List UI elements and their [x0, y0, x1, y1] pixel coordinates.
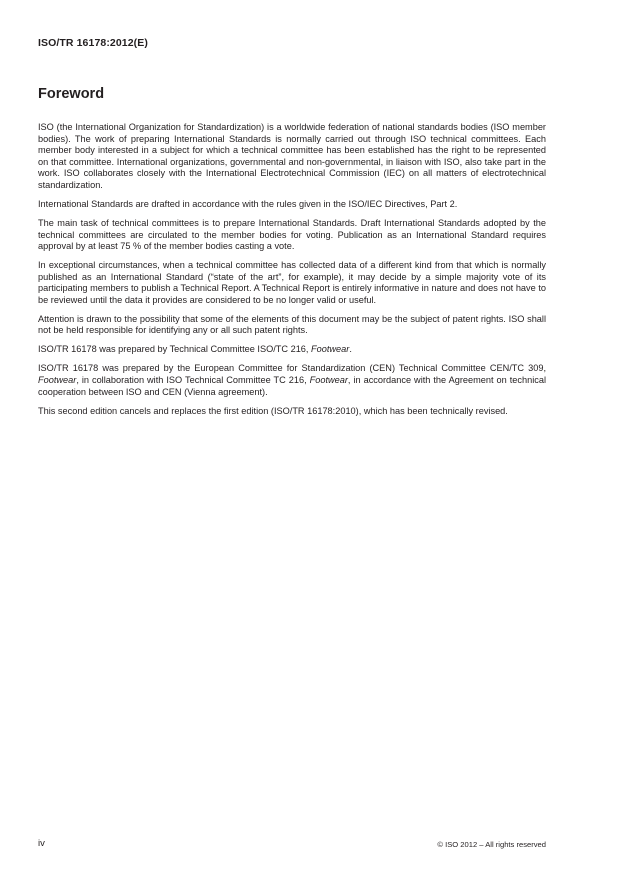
paragraph-main-task: The main task of technical committees is to prepare International Standards. Draft International Standards adopted by the technical committees are circulated to the member bodies for voting. Publication as an International Standard requires approval by at least 75 % of the member bodies casting a vote. [38, 217, 546, 252]
paragraph-cen-collaboration [38, 363, 546, 398]
paragraph-prepared-by [38, 344, 546, 356]
page-title: Foreword [38, 86, 105, 102]
foreword-body [38, 122, 546, 425]
paragraph-directives: International Standards are drafted in accordance with the rules given in the ISO/IEC Directives, Part 2. [38, 198, 458, 209]
iso-committee-footwear: Footwear [309, 375, 348, 386]
paragraph-exceptional-circumstances: In exceptional circumstances, when a technical committee has collected data of a different kind from that which is normally published as an International Standard (“state of the art”, for example), it may decide by a simple majority vote of its participating members to publish a Technical Report. A Technical Report is entirely informative in nature and does not have to be reviewed until the data it provides are considered to be no longer valid or useful. [38, 260, 546, 305]
prepared-by-text: ISO/TR 16178 was prepared by Technical Committee ISO/TC 216, [38, 344, 312, 355]
cen-text-b: , in collaboration with ISO Technical Committee TC 216, [76, 375, 310, 386]
page-number: iv [38, 838, 45, 849]
cen-text-c: , in accordance with the Agreement on technical cooperation between ISO and CEN (Vienna agreement). [38, 375, 546, 397]
cen-text-a: ISO/TR 16178 was prepared by the European Committee for Standardization (CEN) Technical Committee CEN/TC 309, [38, 363, 546, 374]
paragraph-patent-rights: Attention is drawn to the possibility that some of the elements of this document may be the subject of patent rights. ISO shall not be held responsible for identifying any or all such patent rights. [38, 313, 546, 336]
document-identifier: ISO/TR 16178:2012(E) [38, 37, 148, 49]
committee-name-footwear: Footwear [311, 344, 350, 355]
prepared-by-end: . [349, 344, 352, 355]
cen-committee-footwear: Footwear [38, 375, 77, 386]
paragraph-iso-federation: ISO (the International Organization for Standardization) is a worldwide federation of national standards bodies (ISO member bodies). The work of preparing International Standards is normally carried out through ISO technical committees. Each member body interested in a subject for which a technical committee has been established has the right to be represented on that committee. International organizations, governmental and non-governmental, in liaison with ISO, also take part in the work. ISO collaborates closely with the International Electrotechnical Commission (IEC) on all matters of electrotechnical standardization. [38, 122, 546, 190]
copyright-notice: © ISO 2012 – All rights reserved [437, 840, 546, 849]
paragraph-edition-note: This second edition cancels and replaces the first edition (ISO/TR 16178:2010), which has been technically revised. [38, 405, 508, 416]
